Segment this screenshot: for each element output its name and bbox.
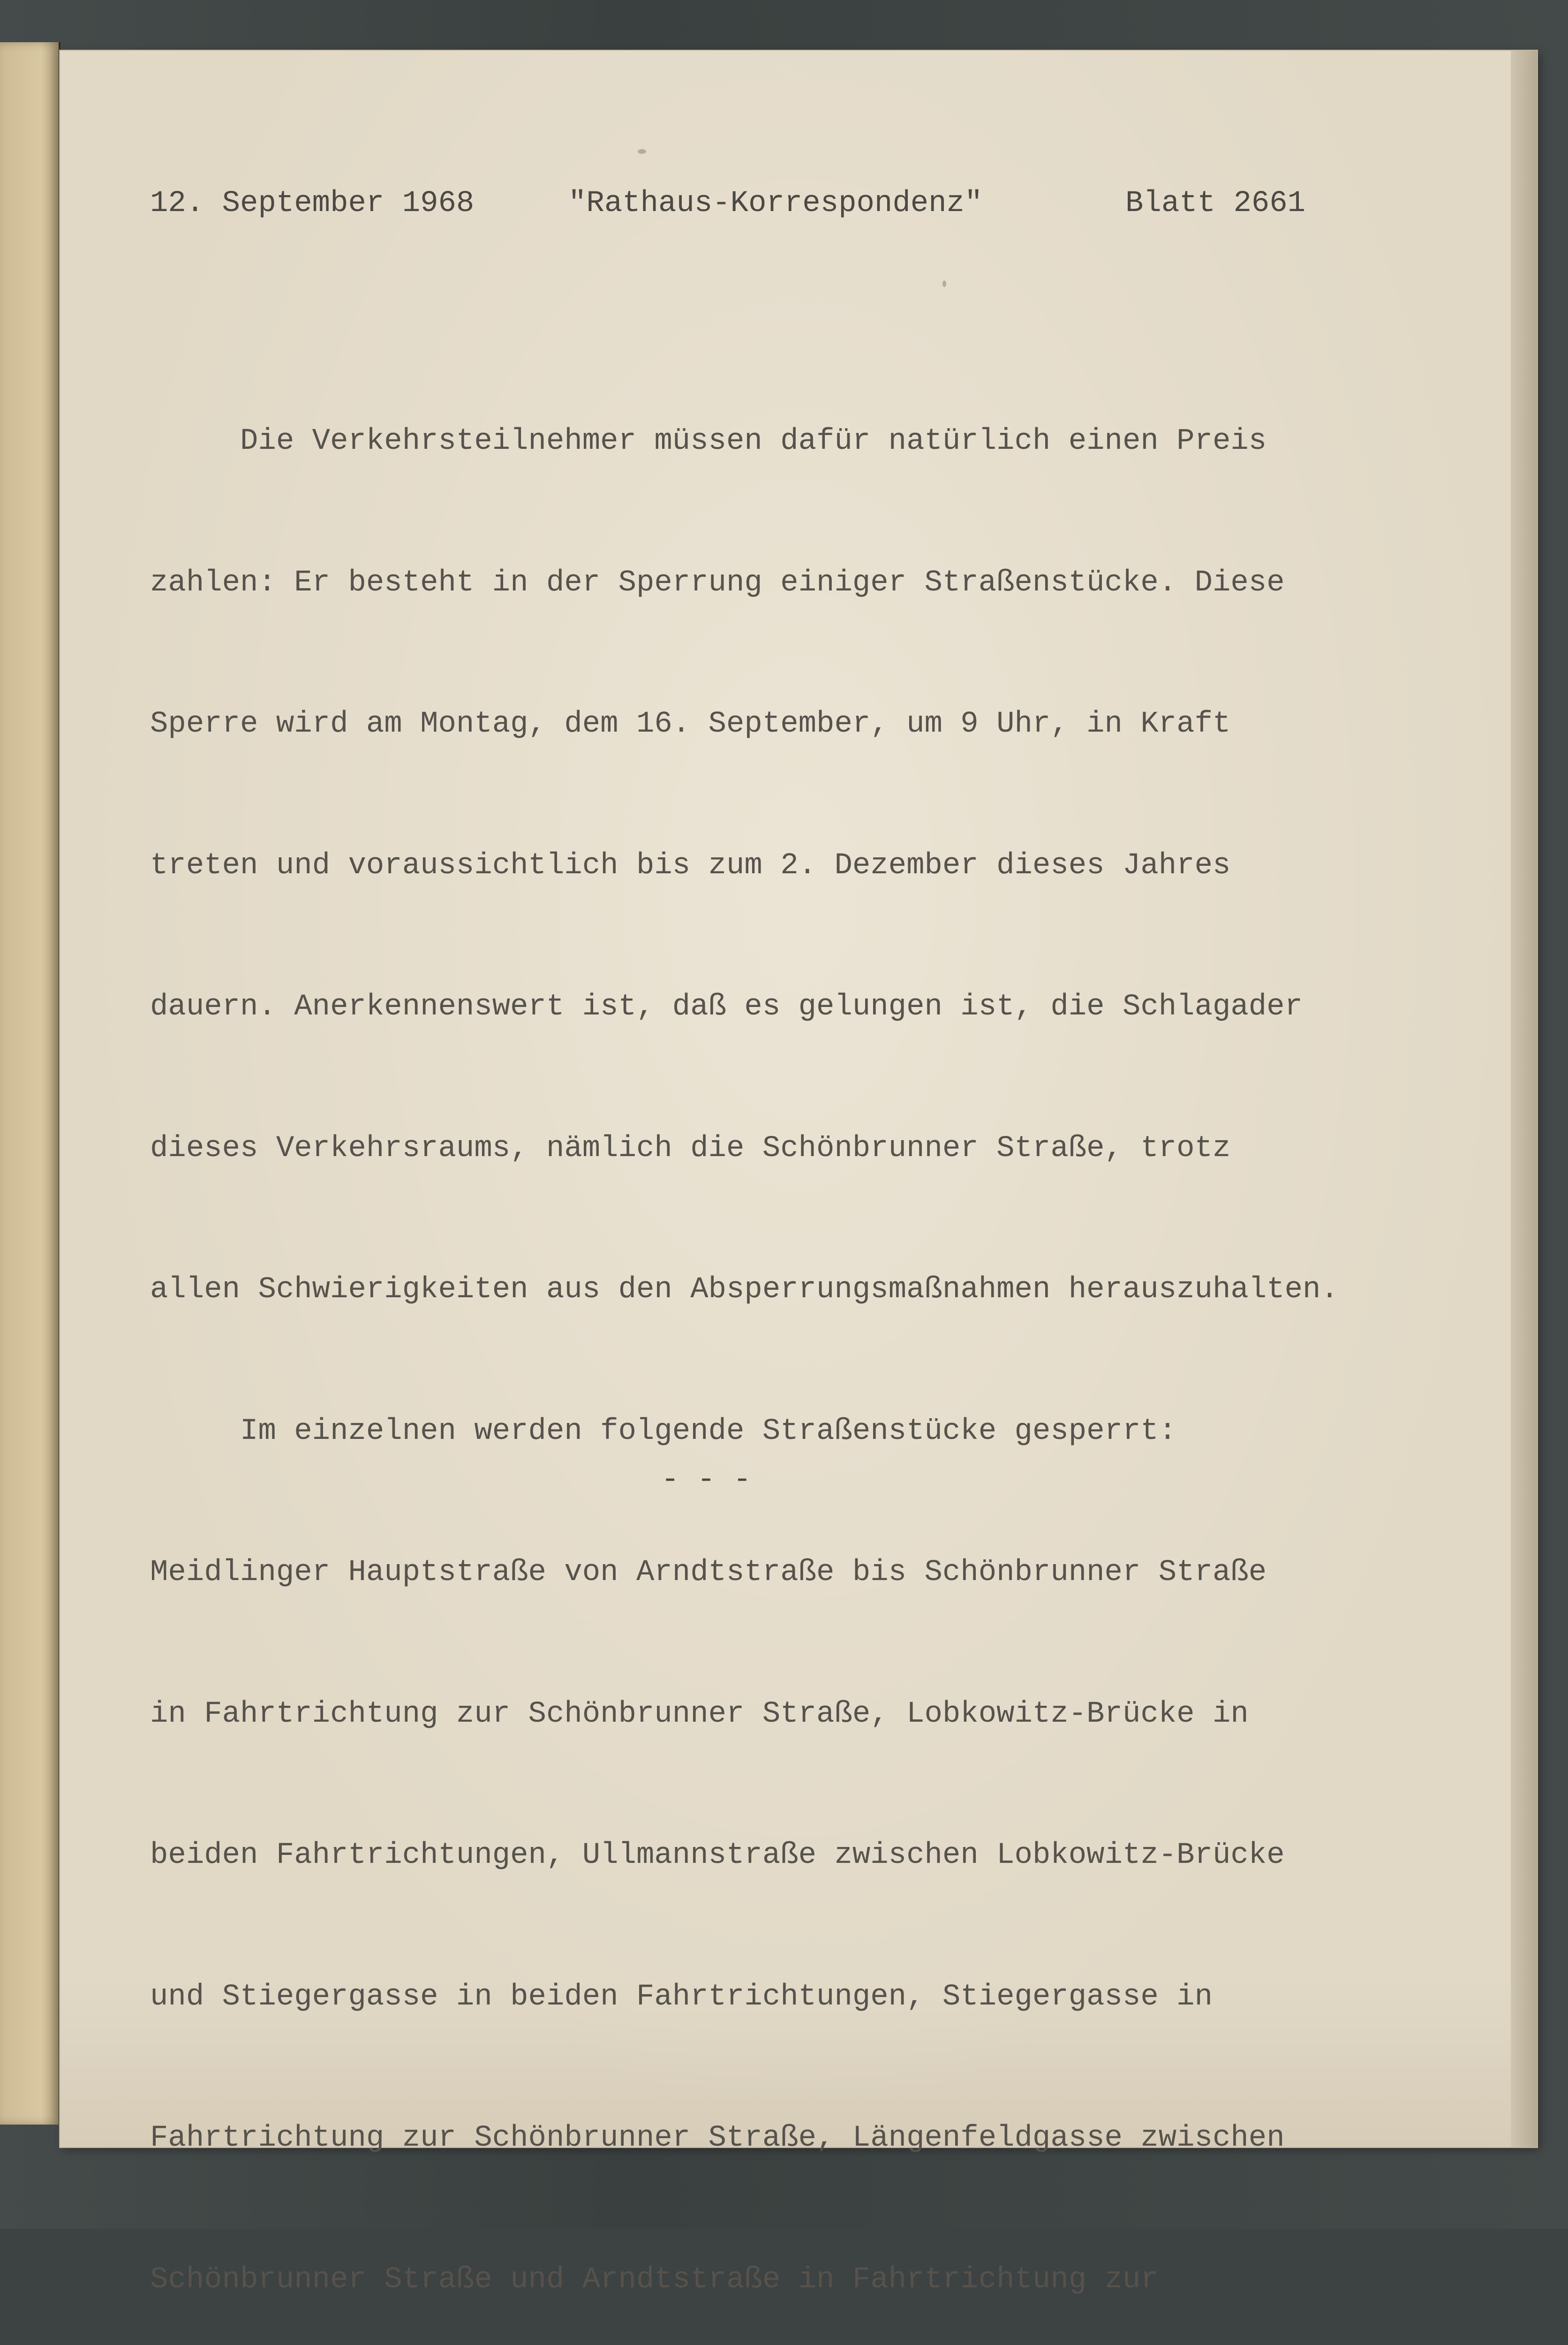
text-line: Fahrtrichtung zur Schönbrunner Straße, Längenfeldgasse zwischen <box>150 2121 1285 2155</box>
text-line: Meidlinger Hauptstraße von Arndtstraße bis Schönbrunner Straße <box>150 1556 1267 1589</box>
text-line: beiden Fahrtrichtungen, Ullmannstraße zwischen Lobkowitz-Brücke <box>150 1838 1285 1872</box>
text-line: dauern. Anerkennenswert ist, daß es gelungen ist, die Schlagader <box>150 990 1303 1024</box>
body-text <box>150 324 1463 2345</box>
end-of-article-mark: - - - <box>661 1463 752 1497</box>
header-date: 12. September 1968 <box>150 187 475 220</box>
text-line: und Stiegergasse in beiden Fahrtrichtungen, Stiegergasse in <box>150 1980 1213 2014</box>
text-line: allen Schwierigkeiten aus den Absperrungsmaßnahmen herauszuhalten. <box>150 1273 1339 1307</box>
facing-page-edge <box>0 42 60 2125</box>
ink-smudge <box>638 149 646 154</box>
text-line: zahlen: Er besteht in der Sperrung einiger Straßenstücke. Diese <box>150 566 1285 600</box>
text-line: Schönbrunner Straße und Arndtstraße in Fahrtrichtung zur <box>150 2262 1159 2297</box>
text-line: treten und voraussichtlich bis zum 2. Dezember dieses Jahres <box>150 848 1231 883</box>
document-header <box>0 187 1568 229</box>
header-publication: "Rathaus-Korrespondenz" <box>568 187 983 220</box>
text-line: Im einzelnen werden folgende Straßenstücke gesperrt: <box>150 1414 1177 1448</box>
text-line: Die Verkehrsteilnehmer müssen dafür natürlich einen Preis <box>150 424 1267 458</box>
page-right-edge <box>1511 51 1537 2147</box>
ink-dot <box>942 280 946 287</box>
header-sheet-number: Blatt 2661 <box>1125 187 1306 220</box>
text-line: in Fahrtrichtung zur Schönbrunner Straße, Lobkowitz-Brücke in <box>150 1697 1249 1731</box>
text-line: Sperre wird am Montag, dem 16. September, um 9 Uhr, in Kraft <box>150 707 1231 741</box>
text-line: dieses Verkehrsraums, nämlich die Schönbrunner Straße, trotz <box>150 1131 1231 1165</box>
